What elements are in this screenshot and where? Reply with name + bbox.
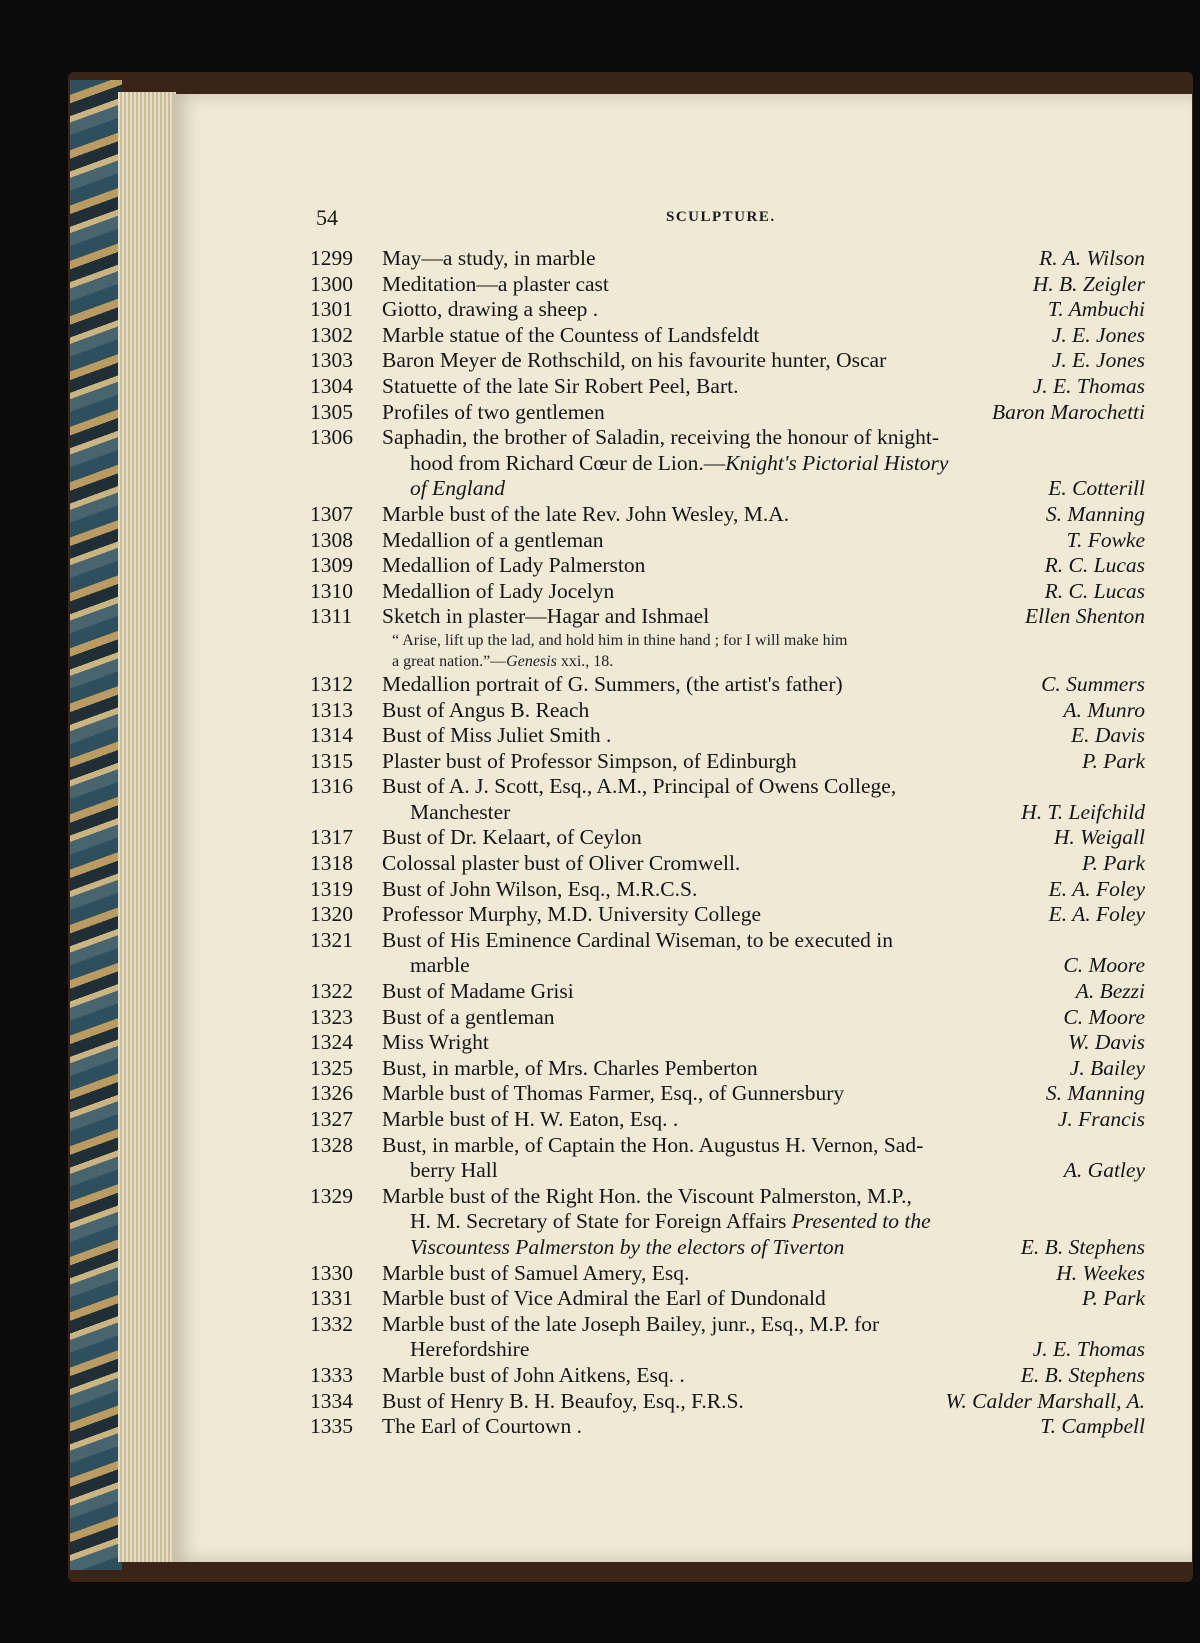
entry-title: Bust of John Wilson, Esq., M.R.C.S. xyxy=(382,876,698,901)
entry-title: Marble bust of the Right Hon. the Viscount Palmerston, M.P., xyxy=(382,1183,912,1208)
catalogue-entry xyxy=(310,272,1145,298)
artist-name: H. T. Leifchild xyxy=(1021,799,1145,824)
entry-continuation xyxy=(310,953,1145,979)
catalogue-entry xyxy=(310,1363,1145,1389)
entry-italic-text: Knight's Pictorial History xyxy=(725,450,949,475)
entry-title: Marble bust of the late Rev. John Wesley, M.A. xyxy=(382,501,790,526)
artist-name: E. B. Stephens xyxy=(1020,1362,1145,1387)
entry-title: Marble bust of John Aitkens, Esq. . xyxy=(382,1362,685,1387)
artist-name: R. C. Lucas xyxy=(1044,578,1145,603)
catalogue-entry xyxy=(310,877,1145,903)
catalogue-entry xyxy=(310,1030,1145,1056)
entry-number: 1315 xyxy=(310,748,353,773)
artist-name: W. Davis xyxy=(1068,1030,1145,1055)
entry-title: Professor Murphy, M.D. University College xyxy=(382,902,762,927)
entry-number: 1329 xyxy=(310,1183,353,1208)
catalogue-entry xyxy=(310,528,1145,554)
catalogue-entry xyxy=(310,553,1145,579)
entry-number: 1299 xyxy=(310,246,353,270)
artist-name: H. Weigall xyxy=(1053,825,1145,850)
entry-title: Marble bust of H. W. Eaton, Esq. . xyxy=(382,1107,679,1131)
entry-title: berry Hall xyxy=(410,1158,498,1183)
catalogue-entry xyxy=(310,1261,1145,1287)
artist-name: P. Park xyxy=(1082,1286,1145,1311)
catalogue-entry xyxy=(310,1286,1145,1312)
entry-title: Bust of a gentleman xyxy=(382,1004,555,1029)
entry-number: 1328 xyxy=(310,1132,353,1157)
entry-number: 1324 xyxy=(310,1030,353,1055)
entry-title: Bust of A. J. Scott, Esq., A.M., Principal of Owens College, xyxy=(382,774,897,799)
catalogue-entry xyxy=(310,774,1145,800)
artist-name: C. Moore xyxy=(1063,1004,1145,1029)
artist-name: J. E. Jones xyxy=(1051,348,1145,373)
artist-name: J. Bailey xyxy=(1069,1055,1145,1080)
entry-title: Bust, in marble, of Captain the Hon. Augustus H. Vernon, Sad- xyxy=(382,1132,924,1157)
entry-number: 1303 xyxy=(310,348,353,373)
entry-title: The Earl of Courtown . xyxy=(382,1414,583,1439)
entry-number: 1307 xyxy=(310,501,353,526)
marbled-endpaper xyxy=(70,80,122,1570)
artist-name: E. Davis xyxy=(1070,723,1145,748)
entry-number: 1316 xyxy=(310,774,353,799)
catalogue-entry xyxy=(310,579,1145,605)
catalogue-entry xyxy=(310,502,1145,528)
entry-title: Profiles of two gentlemen xyxy=(382,399,605,424)
entry-number: 1327 xyxy=(310,1107,353,1131)
entry-italic-text: Viscountess Palmerston by the electors of Tiverton xyxy=(410,1234,845,1259)
artist-name: J. Francis xyxy=(1057,1107,1145,1131)
artist-name: W. Calder Marshall, A. xyxy=(945,1388,1145,1413)
entry-number: 1313 xyxy=(310,697,353,722)
entry-number: 1322 xyxy=(310,979,353,1004)
entry-continuation xyxy=(310,1209,1145,1235)
entry-number: 1326 xyxy=(310,1081,353,1106)
artist-name: R. C. Lucas xyxy=(1044,553,1145,578)
entry-continuation xyxy=(310,1337,1145,1363)
entry-title: Bust of Angus B. Reach xyxy=(382,697,590,722)
entry-title: H. M. Secretary of State for Foreign Affairs Presented to the xyxy=(410,1209,931,1234)
entry-continuation xyxy=(310,1235,1145,1261)
page-header xyxy=(316,205,1196,235)
catalogue-entry xyxy=(310,698,1145,724)
entry-number: 1300 xyxy=(310,271,353,296)
entry-title: Bust of His Eminence Cardinal Wiseman, to be executed in xyxy=(382,927,894,952)
entry-number: 1314 xyxy=(310,723,353,748)
quote-source: Genesis xyxy=(506,652,557,670)
catalogue-entry xyxy=(310,672,1145,698)
artist-name: C. Moore xyxy=(1063,953,1145,978)
artist-name: T. Fowke xyxy=(1066,527,1145,552)
entry-number: 1305 xyxy=(310,399,353,424)
entry-number: 1311 xyxy=(310,604,353,629)
entry-number: 1321 xyxy=(310,927,353,952)
catalogue-entry xyxy=(310,374,1145,400)
entry-italic-text: Presented to the xyxy=(791,1209,931,1234)
artist-name: P. Park xyxy=(1082,748,1145,773)
catalogue-entry xyxy=(310,1184,1145,1210)
entry-title: Meditation—a plaster cast xyxy=(382,271,609,296)
entry-title: Marble bust of the late Joseph Bailey, junr., Esq., M.P. for xyxy=(382,1311,880,1336)
artist-name: T. Ambuchi xyxy=(1047,297,1145,322)
entry-title: Sketch in plaster—Hagar and Ishmael xyxy=(382,604,710,629)
entry-number: 1323 xyxy=(310,1004,353,1029)
entry-title: Marble bust of Samuel Amery, Esq. xyxy=(382,1260,690,1285)
entry-title: Medallion of Lady Palmerston xyxy=(382,553,646,578)
entry-number: 1325 xyxy=(310,1055,353,1080)
artist-name: H. B. Zeigler xyxy=(1032,271,1145,296)
entry-title: Medallion portrait of G. Summers, (the artist's father) xyxy=(382,671,843,696)
entry-number: 1320 xyxy=(310,902,353,927)
catalogue-entry xyxy=(310,902,1145,928)
entry-number: 1304 xyxy=(310,373,353,398)
catalogue-entry xyxy=(310,1414,1145,1440)
entry-number: 1331 xyxy=(310,1286,353,1311)
entry-number: 1334 xyxy=(310,1388,353,1413)
artist-name: Ellen Shenton xyxy=(1024,604,1145,629)
entry-number: 1310 xyxy=(310,578,353,603)
catalogue-entry xyxy=(310,1107,1145,1133)
entry-number: 1317 xyxy=(310,825,353,850)
catalogue-entry xyxy=(310,400,1145,426)
artist-name: E. A. Foley xyxy=(1048,902,1145,927)
entry-number: 1301 xyxy=(310,297,353,322)
artist-name: R. A. Wilson xyxy=(1039,246,1145,270)
catalogue-entry xyxy=(310,825,1145,851)
entry-title: Herefordshire xyxy=(410,1337,530,1362)
catalogue-entry xyxy=(310,928,1145,954)
entry-title: Giotto, drawing a sheep . xyxy=(382,297,599,322)
catalogue-entry xyxy=(310,246,1145,272)
catalogue-entry xyxy=(310,604,1145,630)
artist-name: A. Bezzi xyxy=(1075,979,1145,1004)
entry-title: Bust of Miss Juliet Smith . xyxy=(382,723,612,748)
entry-title: Baron Meyer de Rothschild, on his favourite hunter, Oscar xyxy=(382,348,887,373)
artist-name: P. Park xyxy=(1082,851,1145,876)
entry-title: Saphadin, the brother of Saladin, receiving the honour of knight- xyxy=(382,425,940,450)
entry-title: Marble bust of Thomas Farmer, Esq., of Gunnersbury xyxy=(382,1081,845,1106)
catalogue-entry xyxy=(310,1312,1145,1338)
artist-name: E. A. Foley xyxy=(1048,876,1145,901)
artist-name: T. Campbell xyxy=(1040,1414,1145,1439)
catalogue-entry xyxy=(310,1005,1145,1031)
entry-number: 1330 xyxy=(310,1260,353,1285)
artist-name: C. Summers xyxy=(1041,671,1145,696)
quote-ref: xxi., 18. xyxy=(556,652,614,670)
catalogue-entry xyxy=(310,297,1145,323)
entry-continuation xyxy=(310,800,1145,826)
entry-title: Marble statue of the Countess of Landsfeldt xyxy=(382,322,760,347)
entry-number: 1318 xyxy=(310,851,353,876)
entry-continuation xyxy=(310,451,1145,477)
artist-name: S. Manning xyxy=(1045,501,1145,526)
entry-title: Marble bust of Vice Admiral the Earl of Dundonald xyxy=(382,1286,826,1311)
catalogue-entries xyxy=(310,246,1145,1440)
catalogue-entry xyxy=(310,749,1145,775)
entry-title: Medallion of Lady Jocelyn xyxy=(382,578,615,603)
catalogue-entry xyxy=(310,425,1145,451)
catalogue-entry xyxy=(310,1389,1145,1415)
artist-name: A. Munro xyxy=(1063,697,1145,722)
catalogue-entry xyxy=(310,323,1145,349)
entry-title: Bust, in marble, of Mrs. Charles Pemberton xyxy=(382,1055,758,1080)
catalogue-entry xyxy=(310,851,1145,877)
entry-number: 1333 xyxy=(310,1362,353,1387)
entry-title: Plaster bust of Professor Simpson, of Edinburgh xyxy=(382,748,797,773)
entry-number: 1335 xyxy=(310,1414,353,1439)
artist-name: H. Weekes xyxy=(1056,1260,1145,1285)
entry-title: hood from Richard Cœur de Lion.—Knight's Pictorial History xyxy=(410,450,949,475)
catalogue-entry xyxy=(310,348,1145,374)
entry-title: Statuette of the late Sir Robert Peel, Bart. xyxy=(382,373,739,398)
entry-title: Bust of Henry B. H. Beaufoy, Esq., F.R.S. xyxy=(382,1388,744,1413)
catalogue-entry xyxy=(310,979,1145,1005)
artist-name: J. E. Jones xyxy=(1051,322,1145,347)
catalogue-entry xyxy=(310,1133,1145,1159)
entry-number: 1302 xyxy=(310,322,353,347)
entry-number: 1309 xyxy=(310,553,353,578)
epigraph-quote xyxy=(310,630,1145,672)
entry-title: Bust of Madame Grisi xyxy=(382,979,574,1004)
artist-name: A. Gatley xyxy=(1063,1158,1145,1183)
entry-title: May—a study, in marble xyxy=(382,246,596,270)
catalogue-entry xyxy=(310,1056,1145,1082)
entry-title: Manchester xyxy=(410,799,511,824)
entry-number: 1319 xyxy=(310,876,353,901)
entry-number: 1332 xyxy=(310,1311,353,1336)
artist-name: S. Manning xyxy=(1045,1081,1145,1106)
entry-number: 1306 xyxy=(310,425,353,450)
entry-continuation xyxy=(310,1158,1145,1184)
artist-name: J. E. Thomas xyxy=(1032,373,1145,398)
page-number: 54 xyxy=(316,205,338,230)
catalogue-entry xyxy=(310,723,1145,749)
artist-name: E. B. Stephens xyxy=(1020,1234,1145,1259)
entry-title: marble xyxy=(410,953,470,978)
artist-name: E. Cotterill xyxy=(1048,476,1145,501)
catalogue-entry xyxy=(310,1081,1145,1107)
running-head: SCULPTURE. xyxy=(666,209,776,225)
quote-line: “ Arise, lift up the lad, and hold him in thine hand ; for I will make him xyxy=(392,631,848,649)
entry-number: 1312 xyxy=(310,671,353,696)
entry-title: Medallion of a gentleman xyxy=(382,527,604,552)
artist-name: Baron Marochetti xyxy=(991,399,1145,424)
entry-continuation xyxy=(310,476,1145,502)
artist-name: J. E. Thomas xyxy=(1032,1337,1145,1362)
entry-title: of England xyxy=(410,476,505,501)
entry-title: Colossal plaster bust of Oliver Cromwell. xyxy=(382,851,741,876)
quote-line: a great nation.”—Genesis xxi., 18. xyxy=(392,652,614,670)
entry-title: Miss Wright xyxy=(382,1030,489,1055)
entry-title: Bust of Dr. Kelaart, of Ceylon xyxy=(382,825,642,850)
entry-number: 1308 xyxy=(310,527,353,552)
page-edges xyxy=(118,92,176,1562)
